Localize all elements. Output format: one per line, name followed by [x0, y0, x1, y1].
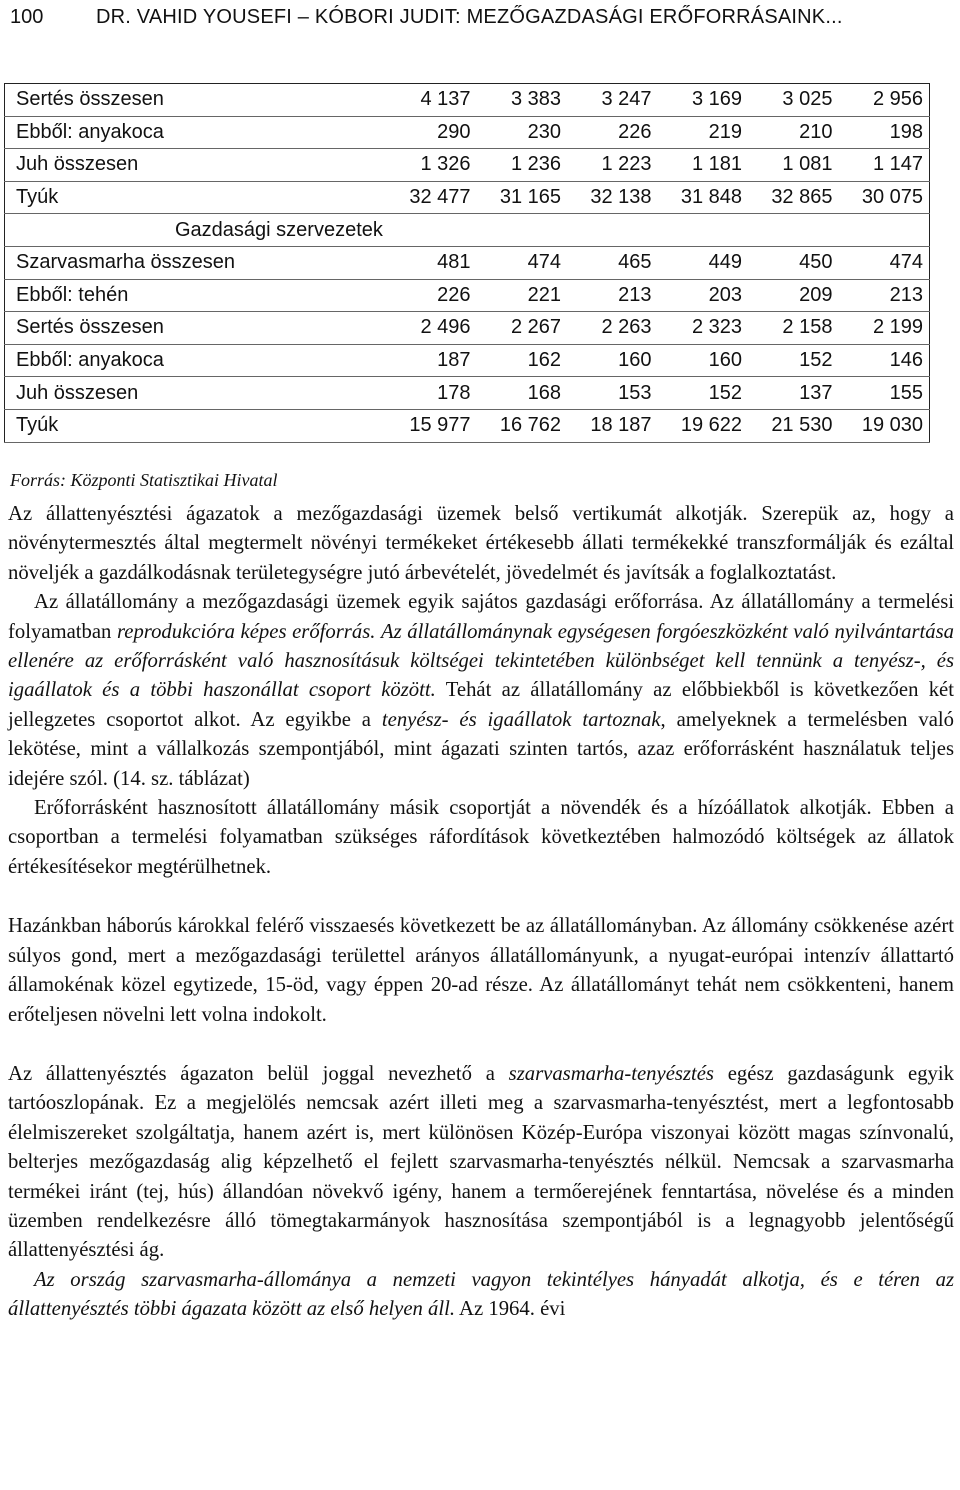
table-cell: 168 — [479, 377, 569, 410]
row-label: Ebből: anyakoca — [5, 116, 389, 149]
table-row — [5, 149, 930, 182]
table-cell: 2 158 — [750, 312, 840, 345]
table-cell: 198 — [840, 116, 929, 149]
table-section-row — [5, 214, 930, 247]
italic-run: tenyész- és igaállatok tartoznak — [381, 708, 661, 731]
paragraph: Az állattenyésztési ágazatok a mezőgazdasági üzemek belső vertikumát alkotják. Szerepük az, hogy a növénytermesztés által megtermelt növényi termékeket értékesebb állati termékekké transzformálják és ezáltal növeljék a gazdálkodásnak területegységre jutó árbevételét, jövedelmét és javítsák a foglalkoztatást. — [8, 503, 954, 584]
table-cell: 155 — [840, 377, 929, 410]
table-row — [5, 409, 930, 442]
table-cell: 160 — [569, 344, 659, 377]
table-cell: 3 383 — [479, 84, 569, 117]
table-cell: 15 977 — [388, 409, 478, 442]
table-cell: 31 165 — [479, 181, 569, 214]
row-label: Tyúk — [5, 181, 389, 214]
italic-run: reprodukcióra képes erőforrás. — [117, 620, 376, 643]
table-cell: 187 — [388, 344, 478, 377]
row-label: Ebből: tehén — [5, 279, 389, 312]
table-cell: 32 477 — [388, 181, 478, 214]
paragraph — [8, 1060, 954, 1266]
table-cell: 152 — [660, 377, 750, 410]
table-cell: 450 — [750, 246, 840, 279]
text-run: Az állatállomány a mezőgazdasági üzemek egyik sajátos gazdasági erőforrása. Az állatállomány a termelési folyamatban — [8, 591, 954, 643]
table-row — [5, 377, 930, 410]
table-cell: 4 137 — [388, 84, 478, 117]
text-run: Az állattenyésztés ágazaton belül joggal nevezhető a — [8, 1062, 509, 1085]
table-cell: 3 169 — [660, 84, 750, 117]
body-section-1 — [8, 500, 954, 1325]
table-source: Forrás: Központi Statisztikai Hivatal — [10, 470, 278, 490]
table-cell: 203 — [660, 279, 750, 312]
table-row — [5, 84, 930, 117]
paragraph: Hazánkban háborús károkkal felérő visszaesés következett be az állatállományban. Az állomány csökkenése azért súlyos gond, mert a mezőgazdasági területtel arányos állatállományunk, a nyugat-európai intenzív állattartó államokénak közel egytizede, 15-öd, vagy éppen 20-ad része. Az állatállományt tehát nem csökkenteni, hanem erőteljesen növelni lett volna indokolt. — [8, 915, 954, 1026]
table-cell: 2 323 — [660, 312, 750, 345]
table-cell: 213 — [840, 279, 929, 312]
table-cell: 2 496 — [388, 312, 478, 345]
table-cell: 1 326 — [388, 149, 478, 182]
table-cell: 465 — [569, 246, 659, 279]
table-cell: 153 — [569, 377, 659, 410]
table-body — [5, 84, 930, 443]
livestock-table — [4, 83, 930, 443]
row-label: Sertés összesen — [5, 312, 389, 345]
table-cell: 152 — [750, 344, 840, 377]
row-label: Juh összesen — [5, 149, 389, 182]
table-cell: 19 030 — [840, 409, 929, 442]
table-cell: 32 138 — [569, 181, 659, 214]
table-cell: 449 — [660, 246, 750, 279]
table-cell: 210 — [750, 116, 840, 149]
table-cell: 32 865 — [750, 181, 840, 214]
row-label: Sertés összesen — [5, 84, 389, 117]
table-cell: 178 — [388, 377, 478, 410]
table-row — [5, 279, 930, 312]
table-row — [5, 246, 930, 279]
table-cell: 18 187 — [569, 409, 659, 442]
table-row — [5, 312, 930, 345]
text-run: , amelyeknek a termelésben való lekötése, mint a vállalkozás szempontjából, mint ágazati szinten tartós, azaz erőforrásként használatuk teljes idejére szól. (14. sz. táblázat) — [8, 708, 954, 790]
page-header — [0, 0, 960, 36]
row-label: Tyúk — [5, 409, 389, 442]
paragraph: Erőforrásként hasznosított állatállomány másik csoportját a növendék és a hízóállatok alkotják. Ebben a csoportban a termelési folyamatban szükséges ráfordítások következtében halmozódó költségek az állatok értékesítésekor megtérülhetnek. — [8, 797, 954, 878]
table-cell: 3 025 — [750, 84, 840, 117]
table-cell: 209 — [750, 279, 840, 312]
table-cell: 230 — [479, 116, 569, 149]
table-cell: 30 075 — [840, 181, 929, 214]
running-title: DR. VAHID YOUSEFI – KÓBORI JUDIT: MEZŐGAZDASÁGI ERŐFORRÁSAINK... — [96, 6, 843, 28]
table-cell: 226 — [569, 116, 659, 149]
italic-run: Az ország szarvasmarha-állománya a nemzeti vagyon tekintélyes hányadát alkotja, és e téren az állattenyésztés többi ágazata között az első helyen áll. — [8, 1268, 954, 1321]
table-cell: 19 622 — [660, 409, 750, 442]
table-cell: 3 247 — [569, 84, 659, 117]
table-row — [5, 344, 930, 377]
row-label: Szarvasmarha összesen — [5, 246, 389, 279]
section-label: Gazdasági szervezetek — [5, 214, 930, 247]
row-label: Ebből: anyakoca — [5, 344, 389, 377]
text-run: Tehát az állatállomány az előbbiekből is következően két jellegzetes csoportot alkot. Az egyikbe a — [8, 679, 954, 731]
text-run: egész gazdaságunk egyik tartóoszlopának. Ez a megjelölés nemcsak azért illeti meg a szarvasmarha-tenyésztést, mert a legfontosabb élelmiszereket szolgáltatja, hanem azért is, mert különösen Közép-Európa viszonyai között magas színvonalú, belterjes mezőgazdaság alig képzelhető el fejlett szarvasmarha-tenyésztés nélkül. Nemcsak a szarvasmarha termékei iránt (tej, hús) állandóan növekvő igény, hanem a termőerejének fenntartása, növelése és a minden üzemben rendelkezésre álló tömegtakarmányok hasznosítása szempontjából is a legnagyobb jelentőségű állattenyésztési ág. — [8, 1062, 954, 1262]
table-cell: 16 762 — [479, 409, 569, 442]
table-row — [5, 181, 930, 214]
italic-run: szarvasmarha-tenyésztés — [508, 1062, 714, 1085]
paragraph — [8, 588, 954, 794]
row-label: Juh összesen — [5, 377, 389, 410]
table-cell: 226 — [388, 279, 478, 312]
table-cell: 213 — [569, 279, 659, 312]
table-cell: 2 263 — [569, 312, 659, 345]
table-cell: 219 — [660, 116, 750, 149]
table-cell: 1 223 — [569, 149, 659, 182]
table-cell: 2 199 — [840, 312, 929, 345]
table-cell: 137 — [750, 377, 840, 410]
table-cell: 2 267 — [479, 312, 569, 345]
table-cell: 21 530 — [750, 409, 840, 442]
table-cell: 146 — [840, 344, 929, 377]
table-cell: 290 — [388, 116, 478, 149]
table-cell: 221 — [479, 279, 569, 312]
text-run: Az 1964. évi — [455, 1298, 566, 1321]
table-cell: 474 — [840, 246, 929, 279]
italic-run: Az állatállománynak egységesen forgóeszközként való nyilvántartása ellenére az erőforrásként való hasznosításuk költségei tekintetében különbséget kell tennünk a tenyész-, és igaállatok és a többi haszonállat csoport között. — [8, 620, 955, 702]
page-number: 100 — [10, 6, 44, 28]
table-cell: 2 956 — [840, 84, 929, 117]
table-row — [5, 116, 930, 149]
table-cell: 1 181 — [660, 149, 750, 182]
table-cell: 31 848 — [660, 181, 750, 214]
table-cell: 474 — [479, 246, 569, 279]
table-cell: 160 — [660, 344, 750, 377]
table-cell: 1 236 — [479, 149, 569, 182]
table-cell: 481 — [388, 246, 478, 279]
table-cell: 1 147 — [840, 149, 929, 182]
table-cell: 162 — [479, 344, 569, 377]
table-cell: 1 081 — [750, 149, 840, 182]
paragraph — [8, 1266, 954, 1325]
